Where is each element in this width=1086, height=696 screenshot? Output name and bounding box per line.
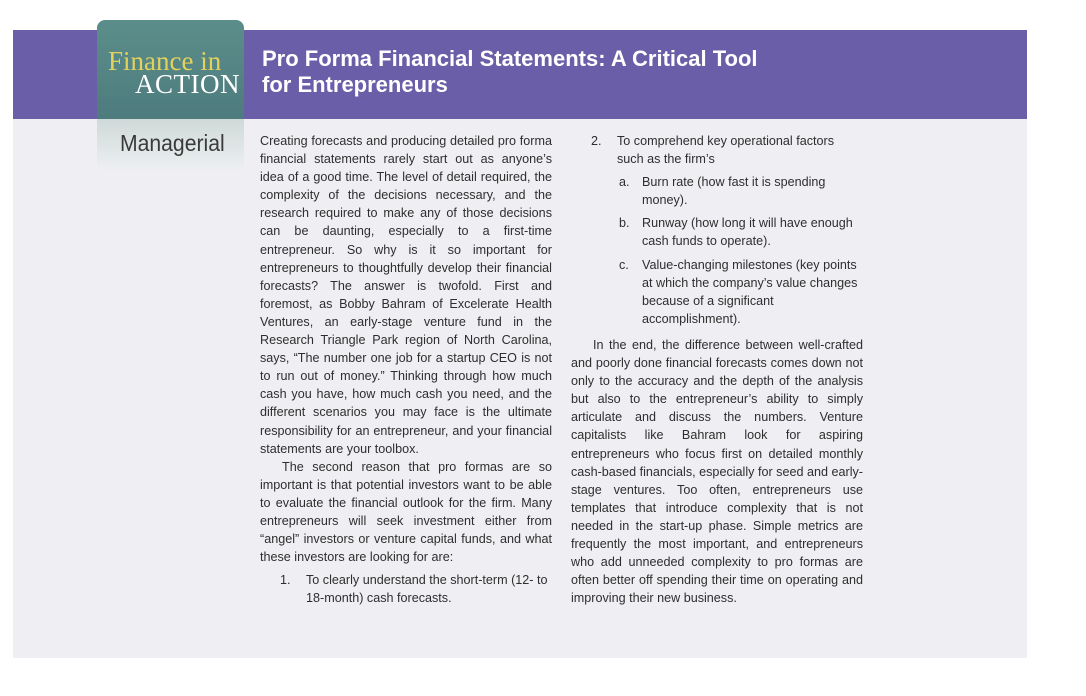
sublist-letter: b. [619, 216, 630, 231]
paragraph-1: Creating forecasts and producing detailed pro forma financial statements rarely start out as anyone’s idea of a good time. The level of detail required, the complexity of the decisions necessary, and the research required to make any of those decisions can be daunting, especially to a first-time entrepreneur. So why is it so important for entrepreneurs to thoughtfully develop their financial forecasts? The answer is twofold. First and foremost, as Bobby Bahram of Excelerate Health Ventures, an early-stage venture fund in the Research Triangle Park region of North Carolina, says, “The number one job for a startup CEO is not to run out of money.” Thinking through how much cash you have, how much cash you need, and the different scenarios you may face is the ultimate responsibility for an entrepreneur, and your financial statements are your toolbox. [260, 134, 552, 456]
sublist-letter: a. [619, 175, 630, 190]
list-item [260, 571, 552, 607]
sublist-text: Value-changing milestones (key points at which the company’s value changes because of a significant accomplishment). [642, 257, 858, 326]
text-column-right [571, 132, 863, 607]
feature-category: Managerial [120, 130, 225, 156]
paragraph-2: The second reason that pro formas are so important is that potential investors want to be able to evaluate the financial outlook for the firm. Many entrepreneurs will seek investment either from “angel” investors or venture capital funds, and what these investors are looking for are: [260, 459, 552, 565]
sublist-text: Burn rate (how fast it is spending money). [642, 175, 826, 208]
feature-label-line1: Finance in [108, 46, 222, 76]
paragraph-3: In the end, the difference between well-crafted and poorly done financial forecasts comes down not only to the accuracy and the depth of the analysis but also to the entrepreneur’s ability to simply articulate and discuss the numbers. Venture capitalists like Bahram look for aspiring entrepreneurs who focus first on detailed monthly cash-based financials, especially for seed and early-stage ventures. Too often, entrepreneurs use templates that introduce complexity that is not needed in the start-up phase. Simple metrics are frequently the most important, and entrepreneurs who add unneeded complexity to pro formas are often better off spending their time on operating and improving their new business. [571, 337, 863, 606]
list-number: 2. [591, 134, 602, 148]
list-item [571, 132, 863, 168]
text-column-left [260, 132, 552, 607]
sublist-item [571, 256, 863, 328]
sublist-text: Runway (how long it will have enough cash funds to operate). [642, 216, 853, 249]
feature-label-line2: ACTION [135, 69, 240, 99]
sublist-item [571, 214, 863, 250]
list-text: To comprehend key operational factors such as the firm’s [617, 134, 835, 167]
sublist-item [571, 173, 863, 209]
list-number: 1. [280, 573, 291, 588]
list-text: To clearly understand the short-term (12- to 18-month) cash forecasts. [306, 573, 548, 606]
sublist-letter: c. [619, 257, 629, 272]
feature-title: Pro Forma Financial Statements: A Critical Tool for Entrepreneurs [262, 46, 758, 97]
